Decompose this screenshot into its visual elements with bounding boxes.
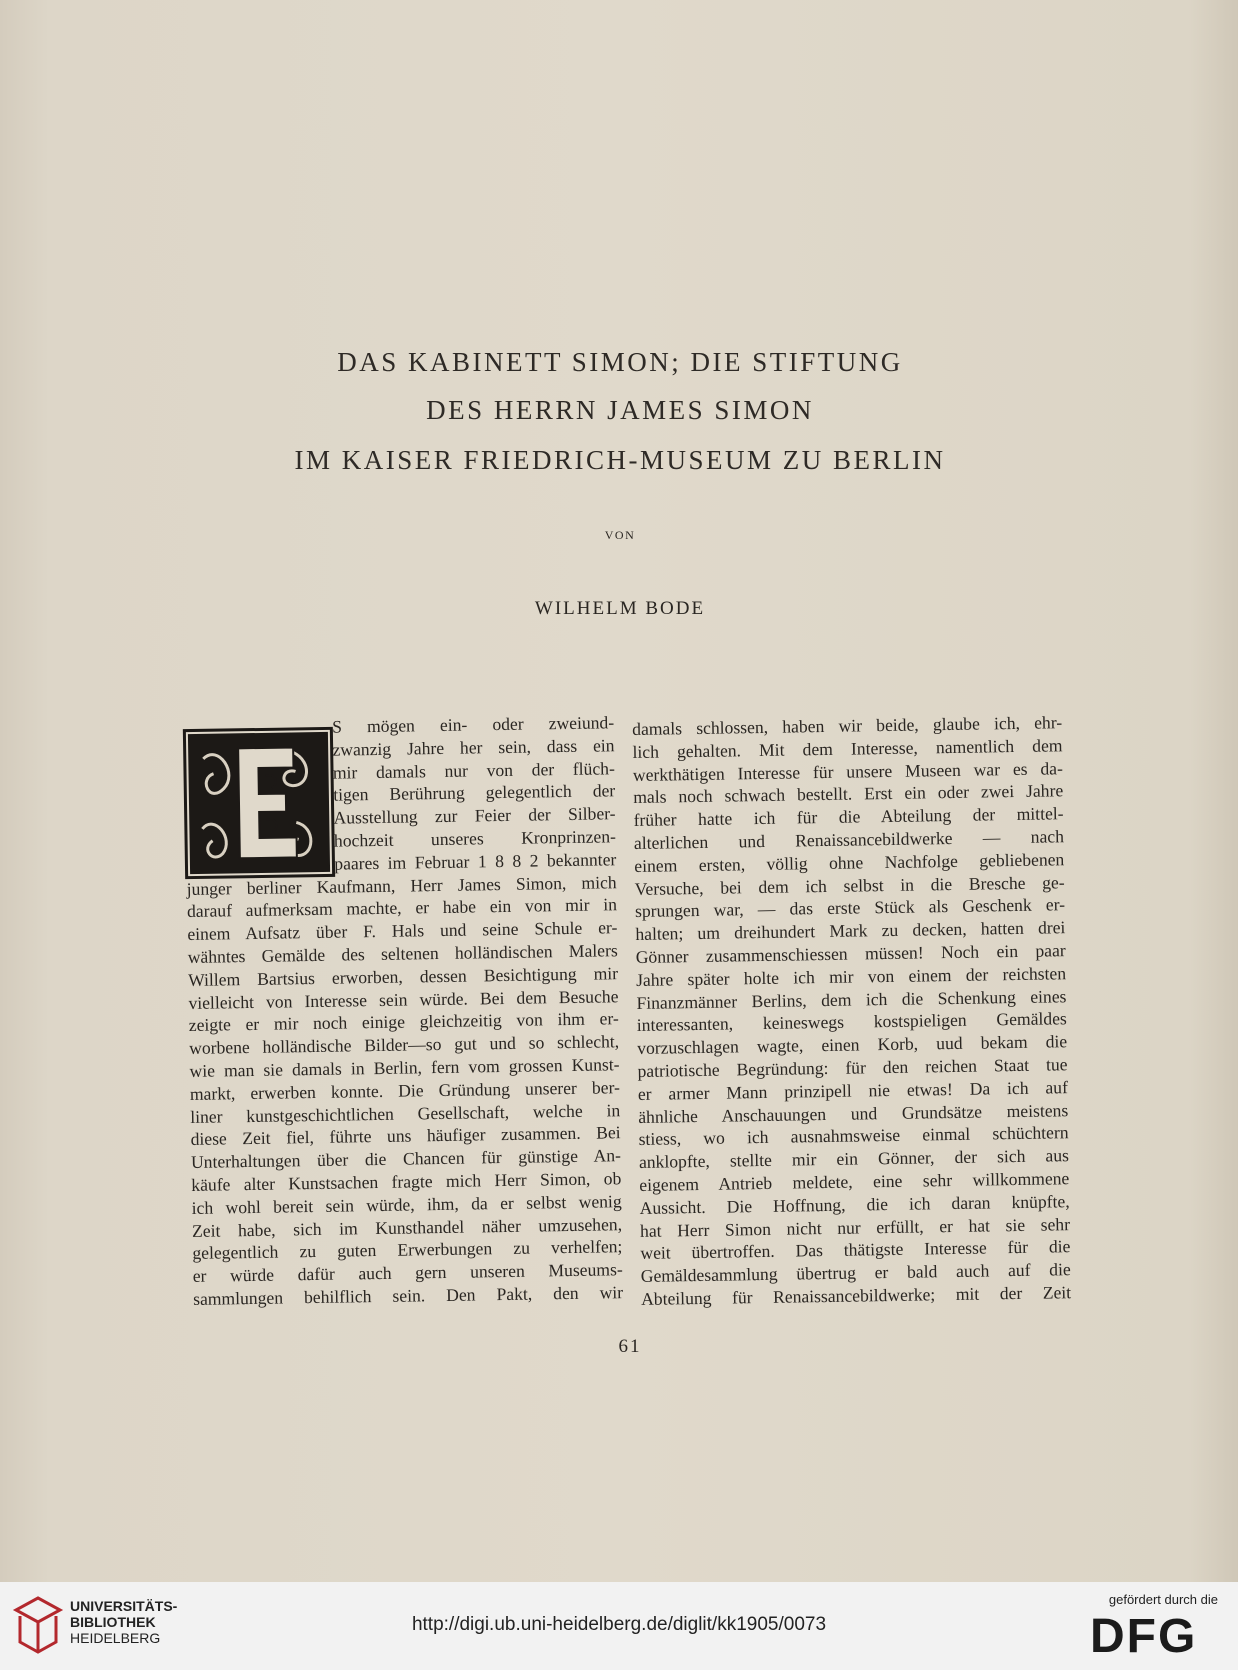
text-line: wie man sie damals in Berlin, fern vom grossen Kunst- [189,1054,620,1081]
text-line: markt, erwerben konnte. Die Gründung unserer ber- [189,1076,621,1104]
text-line: vorzuschlagen wagte, einen Korb, uud bekam die [637,1031,1068,1059]
text-line: halten; um dreihundert Mark zu decken, hatten drei [635,917,1066,945]
text-line: hochzeit unseres Kronprinzen- [333,826,617,851]
text-line: Versuche, bei dem ich selbst in die Bresche ge- [634,871,1065,899]
page-number: 61 [618,1336,642,1357]
text-line: damals schlossen, haben wir beide, glaube ich, ehr- [632,712,1063,739]
left-column [184,711,623,1310]
text-line: zwanzig Jahre her sein, dass ein [332,735,615,760]
text-line: interessanten, keineswegs kostspieligen Gemäldes [636,1008,1067,1036]
byline: VON [604,528,636,542]
text-line: er würde dafür auch gern unseren Museums- [192,1259,623,1287]
text-line: früher hatte ich für die Abteilung der mittel- [633,803,1064,831]
title-line-2: DES HERRN JAMES SIMON [426,395,814,425]
right-column [632,711,1071,1310]
text-line: anklopfte, stellte mir ein Gönner, der sich aus [638,1145,1070,1173]
text-line: Aussicht. Die Hoffnung, die ich daran knüpfte, [639,1190,1070,1218]
text-line: mals noch schwach bestellt. Erst ein oder zwei Jahre [633,780,1064,808]
text-line: Unterhaltungen über die Chancen für günstige An- [190,1145,622,1173]
text-line: S mögen ein- oder zweiund- [331,712,615,737]
text-line: patriotische Begründung: für den reichen Staat tue [637,1054,1068,1081]
viewer-footer [0,1582,1238,1670]
text-line: er armer Mann prinzipell nie etwas! Da ich auf [637,1076,1069,1104]
text-line: Zeit habe, sich im Kunsthandel näher umzusehen, [191,1213,623,1241]
text-line: junger berliner Kaufmann, Herr James Simon, mich [186,871,617,899]
text-line: sprungen war, — das erste Stück als Geschenk er- [634,894,1066,922]
text-line: mir damals nur von der flüch- [332,757,615,783]
text-line: zeigte er mir noch einige gleichzeitig von ihm er- [188,1008,619,1036]
text-line: Gönner zusammenschiessen müssen! Noch ein paar [635,940,1066,967]
text-line: alterlichen und Renaissancebildwerke — nach [633,826,1065,853]
text-line: Gemäldesammlung übertrug er bald auch auf die [640,1259,1071,1287]
text-line: gelegentlich zu guten Erwerbungen zu verhelfen; [192,1236,623,1264]
text-line: tigen Berührung gelegentlich der [333,780,616,806]
text-line: vielleicht von Interesse sein würde. Bei dem Besuche [188,985,619,1013]
text-line: liner kunstgeschichtlichen Gesellschaft, welche in [190,1099,621,1127]
author-name: WILHELM BODE [534,598,706,619]
text-line: lich gehalten. Mit dem Interesse, namentlich dem [632,735,1063,762]
text-line: ähnliche Anschauungen und Grundsätze meistens [638,1099,1069,1127]
text-line: Abteilung für Renaissancebildwerke; mit der Zeit [640,1282,1072,1309]
text-line: weit übertroffen. Das thätigste Interesse für die [640,1236,1071,1264]
text-line: Jahre später holte ich mir von einem der reichsten [635,962,1067,990]
title-line-3: IM KAISER FRIEDRICH-MUSEUM ZU BERLIN [294,445,946,475]
funding-label: gefördert durch die [1108,1592,1218,1607]
library-name-line: BIBLIOTHEK [70,1614,156,1630]
library-name-line: UNIVERSITÄTS- [70,1598,178,1614]
text-line: Finanzmänner Berlins, dem ich die Schenkung eines [636,985,1067,1013]
text-line: Willem Bartsius erworben, dessen Besichtigung mir [187,962,619,990]
text-line: einem Aufsatz über F. Hals und seine Schule er- [187,917,618,945]
dfg-logo [1090,1612,1218,1660]
text-line: Ausstellung zur Feier der Silber- [333,803,616,828]
text-line: worbene holländische Bilder—so gut und so schlecht, [189,1031,620,1059]
text-line: einem ersten, völlig ohne Nachfolge gebliebenen [634,849,1065,876]
text-line: diese Zeit fiel, führte uns häufiger zusammen. Bei [190,1122,621,1150]
text-line: ich wohl bereit sein würde, ihm, da er selbst wenig [191,1190,622,1218]
text-line: wähntes Gemälde des seltenen holländischen Malers [187,940,618,967]
text-line: stiess, wo ich ausnahmsweise einmal schüchtern [638,1122,1069,1150]
text-line: darauf aufmerksam machte, er habe ein von mir in [186,894,618,922]
text-line: sammlungen behilflich sein. Den Pakt, den wir [192,1282,624,1309]
text-line: hat Herr Simon nicht nur erfüllt, er hat sie sehr [639,1213,1071,1241]
title-line-1: DAS KABINETT SIMON; DIE STIFTUNG [337,347,903,377]
text-line: werkthätigen Interesse für unsere Museen war es da- [632,757,1063,785]
text-line: paares im Februar 1 8 8 2 bekannter [334,849,617,874]
text-line: eigenem Antrieb meldete, eine sehr willkommene [639,1168,1070,1195]
library-name-line: HEIDELBERG [70,1630,161,1646]
permalink-url[interactable]: http://digi.ub.uni-heidelberg.de/diglit/kk1905/0073 [411,1614,827,1635]
dfg-logo-text: DFG [1090,1612,1198,1656]
text-line: käufe alter Kunstsachen fragte mich Herr Simon, ob [191,1168,622,1195]
